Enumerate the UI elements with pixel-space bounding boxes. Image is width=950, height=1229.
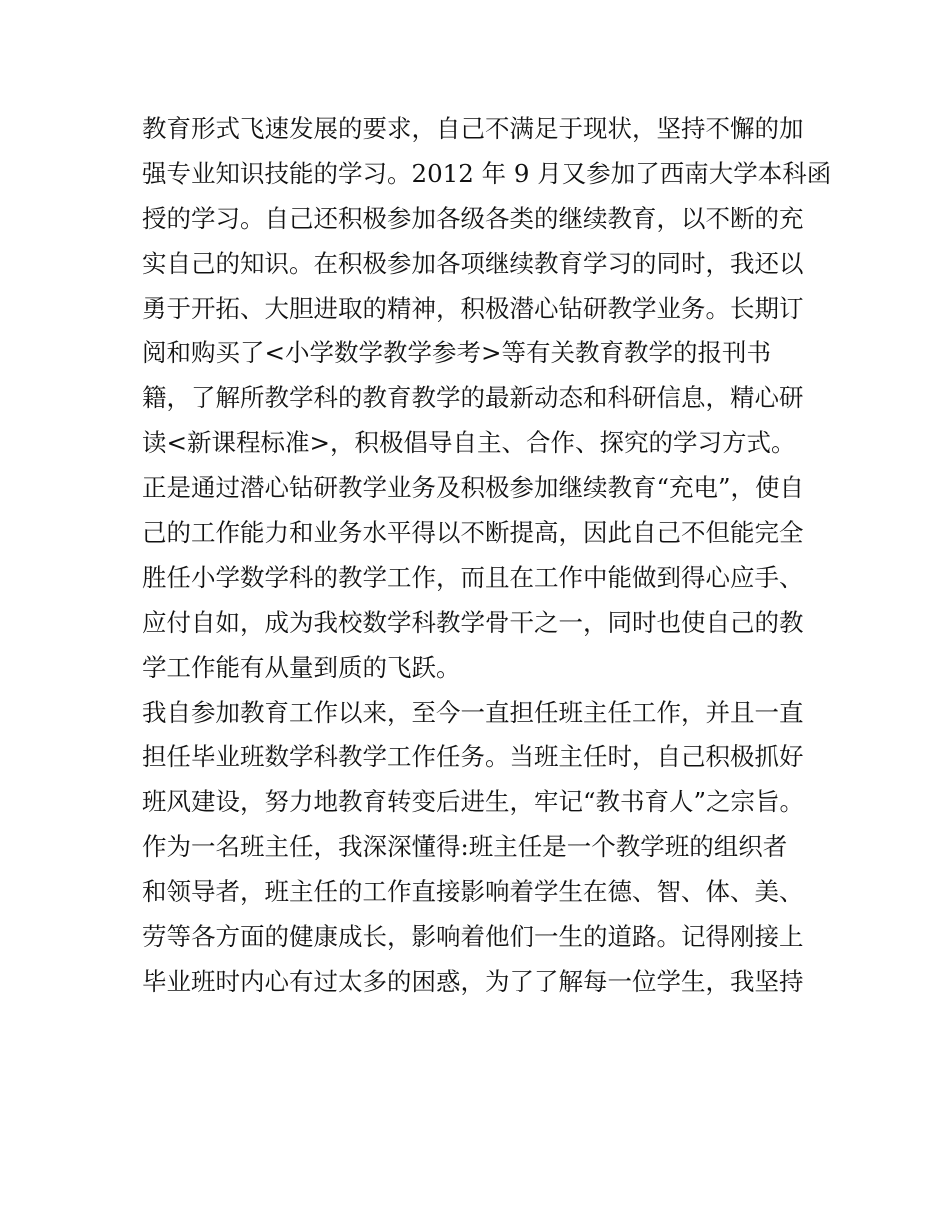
body-text	[142, 107, 832, 1005]
text-line: 劳等各方面的健康成长，影响着他们一生的道路。记得刚接上	[142, 922, 804, 952]
text-line: 教育形式飞速发展的要求，自己不满足于现状，坚持不懈的加	[142, 114, 804, 143]
text-line: 强专业知识技能的学习。2012 年 9 月又参加了西南大学本科函	[142, 158, 832, 188]
text-line: 担任毕业班数学科教学工作任务。当班主任时，自己积极抓好	[142, 742, 804, 772]
text-line: 作为一名班主任，我深深懂得:班主任是一个教学班的组织者	[142, 832, 788, 862]
text-line: 勇于开拓、大胆进取的精神，积极潜心钻研教学业务。长期订	[142, 293, 804, 323]
text-line: 阅和购买了<小学数学教学参考>等有关教育教学的报刊书	[142, 338, 772, 368]
text-line: 和领导者，班主任的工作直接影响着学生在德、智、体、美、	[142, 877, 804, 907]
text-line: 籍，了解所教学科的教育教学的最新动态和科研信息，精心研	[142, 383, 804, 413]
text-line: 胜任小学数学科的教学工作，而且在工作中能做到得心应手、	[142, 562, 804, 592]
text-line: 授的学习。自己还积极参加各级各类的继续教育，以不断的充	[142, 203, 804, 233]
text-line: 毕业班时内心有过太多的困惑，为了了解每一位学生，我坚持	[142, 966, 804, 996]
text-line: 正是通过潜心钻研教学业务及积极参加继续教育“充电”，使自	[142, 473, 805, 503]
text-line: 学工作能有从量到质的飞跃。	[142, 652, 461, 682]
text-line: 读<新课程标准>，积极倡导自主、合作、探究的学习方式。	[142, 428, 796, 458]
text-line: 己的工作能力和业务水平得以不断提高，因此自己不但能完全	[142, 518, 804, 548]
text-line: 应付自如，成为我校数学科教学骨干之一，同时也使自己的教	[142, 607, 804, 637]
text-line: 实自己的知识。在积极参加各项继续教育学习的同时，我还以	[142, 248, 804, 278]
text-line: 班风建设，努力地教育转变后进生，牢记“教书育人”之宗旨。	[142, 787, 805, 817]
text-line: 我自参加教育工作以来，至今一直担任班主任工作，并且一直	[142, 697, 804, 727]
